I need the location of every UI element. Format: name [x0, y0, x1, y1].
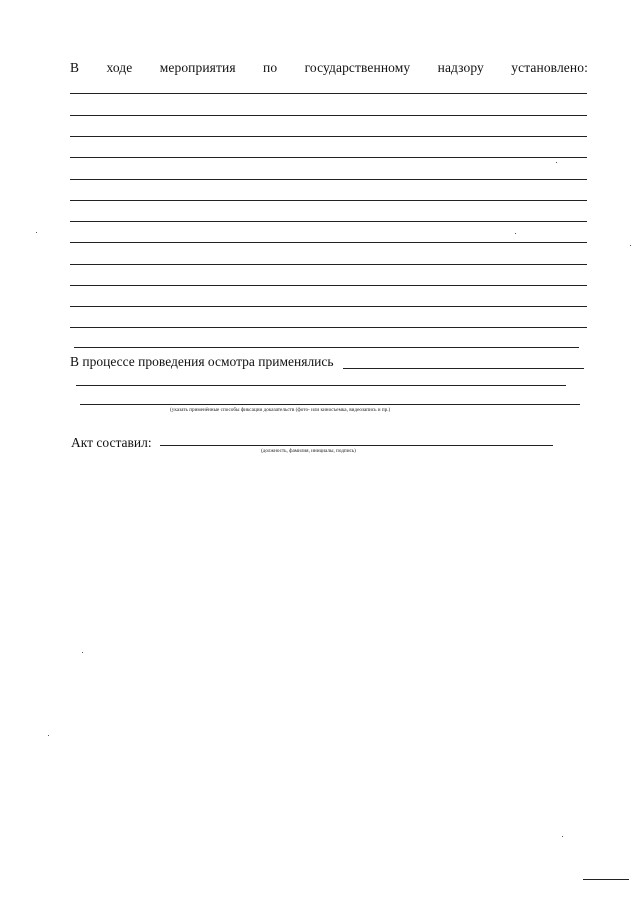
findings-line[interactable] — [70, 285, 587, 286]
findings-line[interactable] — [70, 93, 587, 94]
findings-line[interactable] — [70, 179, 587, 180]
intro-word: по — [263, 60, 278, 75]
scan-speck — [82, 652, 83, 653]
findings-line[interactable] — [70, 264, 587, 265]
findings-line[interactable] — [70, 327, 587, 328]
scan-speck — [556, 162, 557, 163]
findings-line[interactable] — [70, 221, 587, 222]
intro-word: мероприятия — [159, 60, 236, 75]
findings-line[interactable] — [70, 157, 587, 158]
act-author-line[interactable] — [160, 445, 553, 446]
intro-word: государственному — [304, 60, 411, 75]
scan-speck — [515, 233, 516, 234]
findings-line[interactable] — [70, 242, 587, 243]
intro-word: установлено: — [511, 60, 588, 75]
scan-speck — [562, 836, 563, 837]
inspection-methods-label: В процессе проведения осмотра применялись — [70, 354, 334, 369]
scan-speck — [36, 232, 37, 233]
findings-line[interactable] — [70, 200, 587, 201]
findings-line[interactable] — [70, 306, 587, 307]
inspection-methods-line[interactable] — [80, 404, 580, 405]
intro-word: ходе — [106, 60, 133, 75]
footer-mark — [583, 879, 629, 880]
inspection-methods-caption: (указать применённые способы фиксации доказательств (фото- или киносъемка, видеозапись и пр.) — [170, 407, 391, 413]
act-author-label: Акт составил: — [71, 435, 152, 450]
scan-speck — [48, 735, 49, 736]
intro-word: надзору — [437, 60, 484, 75]
inspection-methods-line[interactable] — [76, 385, 566, 386]
findings-line[interactable] — [70, 115, 587, 116]
findings-line[interactable] — [74, 347, 579, 348]
findings-intro-line — [70, 60, 588, 76]
intro-word: В — [70, 60, 80, 75]
inspection-methods-line[interactable] — [343, 368, 584, 369]
findings-line[interactable] — [70, 136, 587, 137]
act-author-caption: (должность, фамилия, инициалы, подпись) — [261, 448, 356, 454]
scan-speck — [630, 245, 631, 246]
